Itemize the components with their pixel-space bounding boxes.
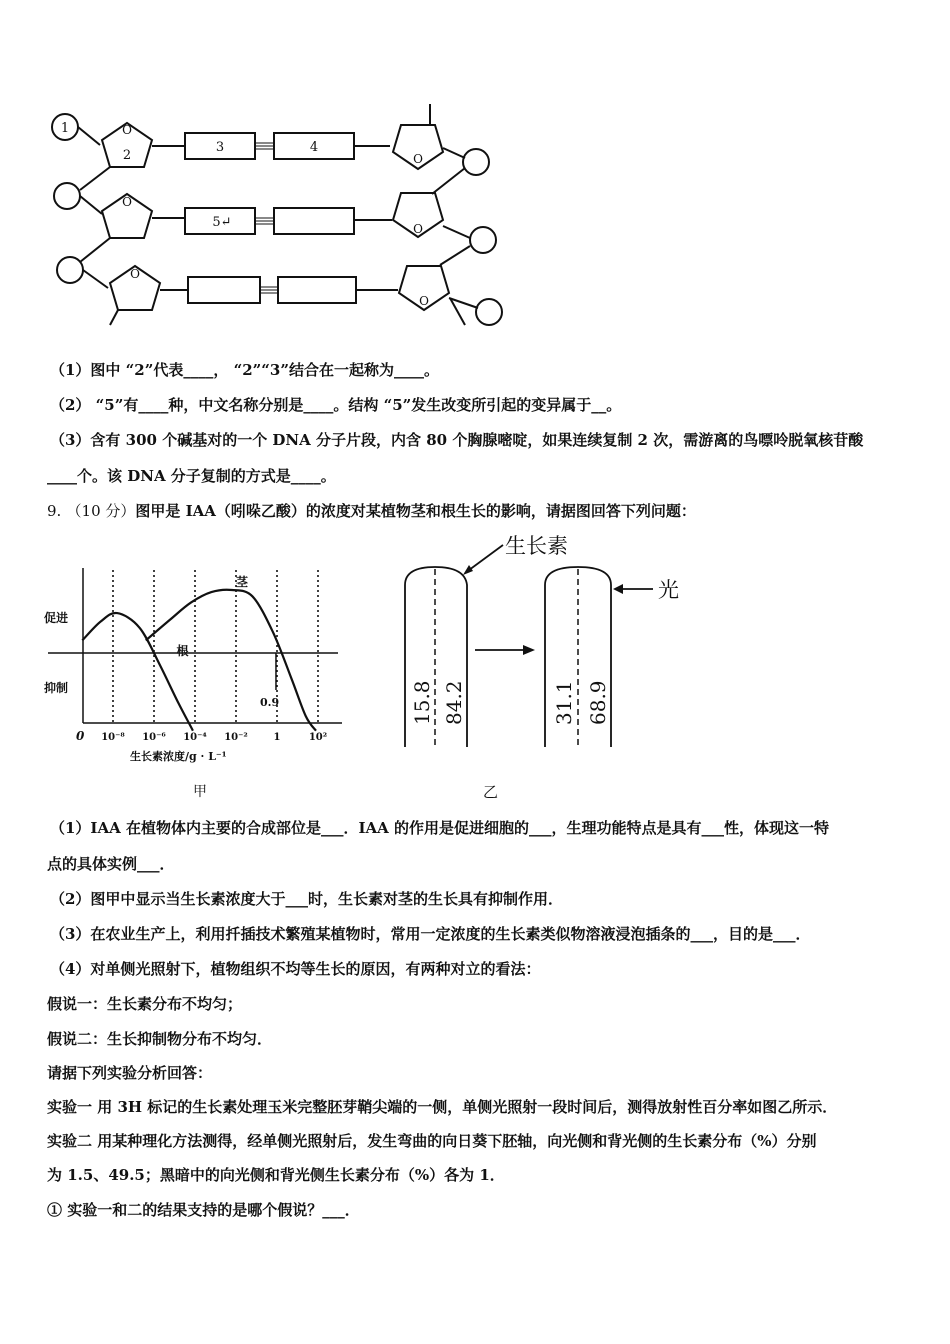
left-value-lit: 15.8 — [410, 680, 434, 725]
q9-number: 9. — [47, 502, 62, 520]
sub-question-1: ① 实验一和二的结果支持的是哪个假说？___． — [47, 1201, 360, 1219]
base-box — [274, 208, 354, 234]
q8-part2: （2） “5”有____种，中文名称分别是____。结构 “5”发生改变所引起的变异属于__。 — [50, 396, 622, 414]
phosphate-circle — [54, 183, 80, 209]
chart-title: 甲 — [193, 784, 207, 800]
q9-part1-line2: 点的具体实例___． — [47, 855, 175, 873]
label-1: 1 — [60, 121, 70, 136]
sugar-o-label: O — [413, 152, 423, 166]
x-tick-label: 10⁻⁴ — [183, 732, 207, 743]
q8-part3-line1: （3）含有 300 个碱基对的一个 DNA 分子片段，内含 80 个胸腺嘧啶，如果连续复制 2 次，需游离的鸟嘌呤脱氧核苷酸 — [50, 431, 864, 449]
root-curve — [82, 613, 193, 731]
x-tick-label: 10² — [308, 732, 328, 743]
label-4: 4 — [309, 140, 319, 155]
phosphate-circle — [463, 149, 489, 175]
q9-part1-line1: （1）IAA 在植物体内主要的合成部位是___．IAA 的作用是促进细胞的___，生理功能特点是具有___性，体现这一特 — [50, 819, 829, 837]
experiment-1: 实验一 用 3H 标记的生长素处理玉米完整胚芽鞘尖端的一侧，单侧光照射一段时间后，测得放射性百分率如图乙所示． — [47, 1098, 838, 1116]
sugar-o-label: O — [413, 222, 423, 236]
light-label: 光 — [658, 578, 679, 602]
x-tick-label: 10⁻⁶ — [142, 732, 166, 743]
phosphate-circle — [476, 299, 502, 325]
y-label-inhibit: 抑制 — [44, 681, 69, 695]
label-5: 5↵ — [212, 215, 232, 230]
x-tick-label: 1 — [273, 732, 281, 743]
q9-part3: （3）在农业生产上，利用扦插技术繁殖某植物时，常用一定浓度的生长素类似物溶液浸泡插条的___，目的是___． — [50, 925, 811, 943]
sugar-o-label: O — [419, 294, 429, 308]
analysis-prompt: 请据下列实验分析回答： — [47, 1064, 213, 1082]
y-label-promote: 促进 — [44, 611, 69, 625]
q9-part2: （2）图甲中显示当生长素浓度大于___时，生长素对茎的生长具有抑制作用． — [50, 890, 563, 908]
sugar-o-label: O — [122, 123, 132, 137]
figure-b — [395, 525, 695, 805]
q8-part3-line2: ____个。该 DNA 分子复制的方式是____。 — [47, 467, 336, 485]
annotation-label: 0.9 — [259, 696, 280, 709]
right-value-lit: 31.1 — [552, 680, 576, 725]
hypothesis-1: 假说一：生长素分布不均匀； — [47, 995, 243, 1013]
base-box — [278, 277, 356, 303]
q8-part1: （1）图中 “2”代表____， “2”“3”结合在一起称为____。 — [50, 361, 439, 379]
root-label: 根 — [176, 644, 189, 659]
dna-structure-figure — [40, 90, 510, 340]
origin-label: 0 — [76, 729, 85, 743]
q9-stem — [47, 501, 917, 521]
figure-b-caption: 乙 — [483, 783, 499, 801]
base-box — [188, 277, 260, 303]
stem-curve — [146, 590, 316, 731]
chart-a — [40, 560, 360, 805]
q9-points: （10 分） — [66, 502, 136, 520]
label-2: 2 — [122, 148, 132, 163]
x-tick-label: 10⁻⁸ — [101, 732, 125, 743]
x-axis-label: 生长素浓度/g · L⁻¹ — [130, 750, 227, 763]
experiment-2-line2: 为 1.5、49.5；黑暗中的向光侧和背光侧生长素分布（%）各为 1． — [47, 1166, 505, 1184]
q9-stem-text: 图甲是 IAA（吲哚乙酸）的浓度对某植物茎和根生长的影响，请据图回答下列问题： — [135, 502, 696, 520]
x-tick-label: 10⁻² — [224, 732, 248, 743]
q9-part4: （4）对单侧光照射下，植物组织不均等生长的原因，有两种对立的看法： — [50, 960, 541, 978]
stem-label: 茎 — [236, 574, 249, 589]
auxin-label: 生长素 — [505, 534, 568, 558]
sugar-o-label: O — [122, 195, 132, 209]
phosphate-circle — [57, 257, 83, 283]
sugar-o-label: O — [130, 267, 140, 281]
experiment-2-line1: 实验二 用某种理化方法测得，经单侧光照射后，发生弯曲的向日葵下胚轴，向光侧和背光侧的生长素分布（%）分别 — [47, 1132, 817, 1150]
hypothesis-2: 假说二：生长抑制物分布不均匀． — [47, 1030, 273, 1048]
right-value-shaded: 68.9 — [586, 680, 610, 725]
left-value-shaded: 84.2 — [442, 680, 466, 725]
phosphate-circle — [470, 227, 496, 253]
label-3: 3 — [215, 140, 225, 155]
